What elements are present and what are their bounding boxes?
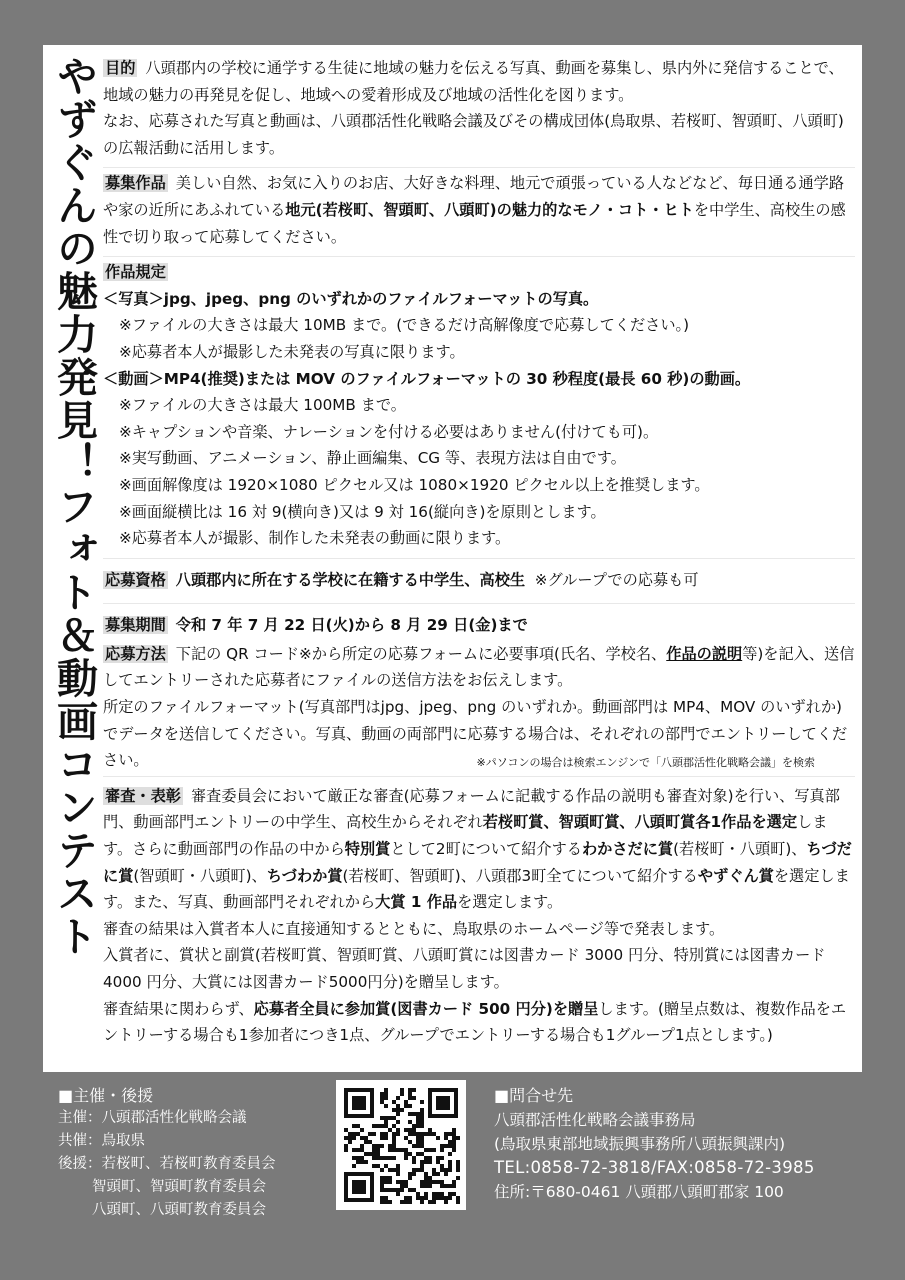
support-2: 智頭町、智頭町教育委員会 <box>92 1179 266 1195</box>
host: 主催：八頭郡活性化戦略会議 <box>58 1110 247 1126</box>
office-sub: (鳥取県東部地域振興事務所八頭振興課内) <box>494 1135 786 1153</box>
works-label: 募集作品 <box>105 174 166 193</box>
works-text-c: を中学生、高校生の感性で切り取って応募してください。 <box>103 200 846 246</box>
review-t4: 特別賞 <box>344 840 391 859</box>
support-3: 八頭町、八頭町教育委員会 <box>92 1202 266 1218</box>
qr-code[interactable] <box>336 1080 466 1210</box>
video-note-5: ※画面縦横比は 16 対 9(横向き)又は 9 対 16(縦向き)を原則とします。 <box>119 502 606 521</box>
section-method <box>103 639 855 776</box>
review-t10: ちづわか賞 <box>266 866 343 885</box>
review-label: 審査・表彰 <box>105 786 181 805</box>
contact-block <box>494 1084 815 1204</box>
review-t2: 若桜町賞、智頭町賞、八頭町賞各1作品を選定 <box>482 813 798 832</box>
section-rules <box>103 256 855 558</box>
office-name: 八頭郡活性化戦略会議事務局 <box>494 1111 696 1129</box>
section-eligibility <box>103 558 855 604</box>
tel-fax: TEL:0858-72-3818/FAX:0858-72-3985 <box>494 1158 815 1177</box>
works-text-b: 地元(若桜町、智頭町、八頭町)の魅力的なモノ・コト・ヒト <box>285 200 694 219</box>
address: 住所:〒680-0461 八頭郡八頭町郡家 100 <box>494 1183 784 1201</box>
video-note-3: ※実写動画、アニメーション、静止画編集、CG 等、表現方法は自由です。 <box>119 449 626 468</box>
video-note-4: ※画面解像度は 1920×1080 ピクセル又は 1080×1920 ピクセル以上を推奨します。 <box>119 475 710 494</box>
review-t14: 大賞 1 作品 <box>375 893 458 912</box>
purpose-text2: なお、応募された写真と動画は、八頭郡活性化戦略会議及びその構成団体(鳥取県、若桜町、智頭町、八頭町)の広報活動に活用します。 <box>103 112 844 157</box>
method-note: ※パソコンの場合は検索エンジンで「八頭郡活性化戦略会議」を検索 <box>476 755 815 769</box>
eligibility-note: ※グループでの応募も可 <box>534 570 699 589</box>
review-t8: ちづだに賞 <box>103 840 852 885</box>
review-t15: を選定します。 <box>457 893 563 912</box>
sponsor-head: ■主催・後援 <box>58 1086 154 1105</box>
period-text: 令和 7 年 7 月 22 日(火)から 8 月 29 日(金)まで <box>175 616 528 635</box>
review-p4b: 応募者全員に参加賞(図書カード 500 円分)を贈呈 <box>253 999 599 1018</box>
method-text-a: 下記の QR コード※から所定の応募フォームに必要事項(氏名、学校名、 <box>175 644 667 663</box>
vertical-title: やずぐんの魅力発見！フォト＆動画コンテスト <box>50 55 98 958</box>
video-note-2: ※キャプションや音楽、ナレーションを付ける必要はありません(付けても可)。 <box>119 422 659 441</box>
purpose-text1: 八頭郡内の学校に通学する生徒に地域の魅力を伝える写真、動画を募集し、県内外に発信することで、地域の魅力の再発見を促し、地域への愛着形成及び地域の活性化を図ります。 <box>103 59 844 104</box>
purpose-label: 目的 <box>105 59 136 77</box>
eligibility-text: 八頭郡内に所在する学校に在籍する中学生、高校生 <box>175 570 526 589</box>
works-text-a: 美しい自然、お気に入りのお店、大好きな料理、地元で頑張っている人などなど、毎日通る通学路や家の近所にあふれている <box>103 174 844 219</box>
method-text2: 所定のファイルフォーマット(写真部門はjpg、jpeg、png のいずれか。動画部門は MP4、MOV のいずれか)でデータを送信してください。写真、動画の両部門に応募する場合は、それぞれの部門でエントリーしてください。 <box>103 698 848 770</box>
method-label: 応募方法 <box>105 644 166 663</box>
section-purpose <box>103 53 855 167</box>
review-t12: やずぐん賞 <box>697 866 774 885</box>
review-t13: を選定します。また、写真、動画部門それぞれから <box>103 866 850 912</box>
support-1: 後援：若桜町、若桜町教育委員会 <box>58 1156 276 1172</box>
photo-note-2: ※応募者本人が撮影した未発表の写真に限ります。 <box>119 342 465 361</box>
sponsor-block <box>58 1084 276 1222</box>
review-p3: 入賞者に、賞状と副賞(若桜町賞、智頭町賞、八頭町賞には図書カード 3000 円分、特別賞には図書カード 4000 円分、大賞には図書カード5000円分)を贈呈します。 <box>103 946 826 991</box>
content <box>103 53 855 1055</box>
main-panel <box>43 45 862 1072</box>
review-t7: (若桜町・八頭町)、 <box>673 840 807 859</box>
review-t5: として2町について紹介する <box>390 840 582 859</box>
section-review <box>103 776 855 1055</box>
method-text-b: 作品の説明 <box>666 644 743 663</box>
section-works <box>103 167 855 256</box>
contact-head: ■問合せ先 <box>494 1086 574 1105</box>
section-period <box>103 603 855 639</box>
video-note-1: ※ファイルの大きさは最大 100MB まで。 <box>119 396 406 415</box>
period-label: 募集期間 <box>105 616 166 635</box>
qr-code-icon <box>336 1080 466 1210</box>
video-rule-head: ＜動画＞MP4(推奨)または MOV のファイルフォーマットの 30 秒程度(最長 60 秒)の動画。 <box>103 369 751 388</box>
footer <box>0 1080 905 1280</box>
photo-note-1: ※ファイルの大きさは最大 10MB まで。(できるだけ高解像度で応募してください。) <box>119 316 690 335</box>
review-p2: 審査の結果は入賞者本人に直接通知するとともに、鳥取県のホームページ等で発表します。 <box>103 919 725 938</box>
review-p4a: 審査結果に関わらず、 <box>103 999 254 1018</box>
review-t1: 審査委員会において厳正な審査(応募フォームに記載する作品の説明も審査対象)を行い、写真部門、動画部門エントリーの中学生、高校生からそれぞれ <box>103 786 840 832</box>
photo-rule-head: ＜写真＞jpg、jpeg、png のいずれかのファイルフォーマットの写真。 <box>103 289 599 308</box>
cohost: 共催：鳥取県 <box>58 1133 145 1149</box>
review-t6: わかさだに賞 <box>581 840 674 859</box>
video-note-6: ※応募者本人が撮影、制作した未発表の動画に限ります。 <box>119 529 511 548</box>
review-p4c: します。(贈呈点数は、複数作品をエントリーする場合も1参加者につき1点、グループでエントリーする場合も1グループ1点とします。) <box>103 999 847 1045</box>
method-text-c: 等)を記入、送信してエントリーされた応募者にファイルの送信方法をお伝えします。 <box>103 644 855 690</box>
eligibility-label: 応募資格 <box>105 570 166 589</box>
review-t3: します。さらに動画部門の作品の中から <box>103 813 828 859</box>
review-t9: (智頭町・八頭町)、 <box>133 866 267 885</box>
review-t11: (若桜町、智頭町)、八頭郡3町全てについて紹介する <box>342 866 698 885</box>
rules-label: 作品規定 <box>105 263 166 282</box>
